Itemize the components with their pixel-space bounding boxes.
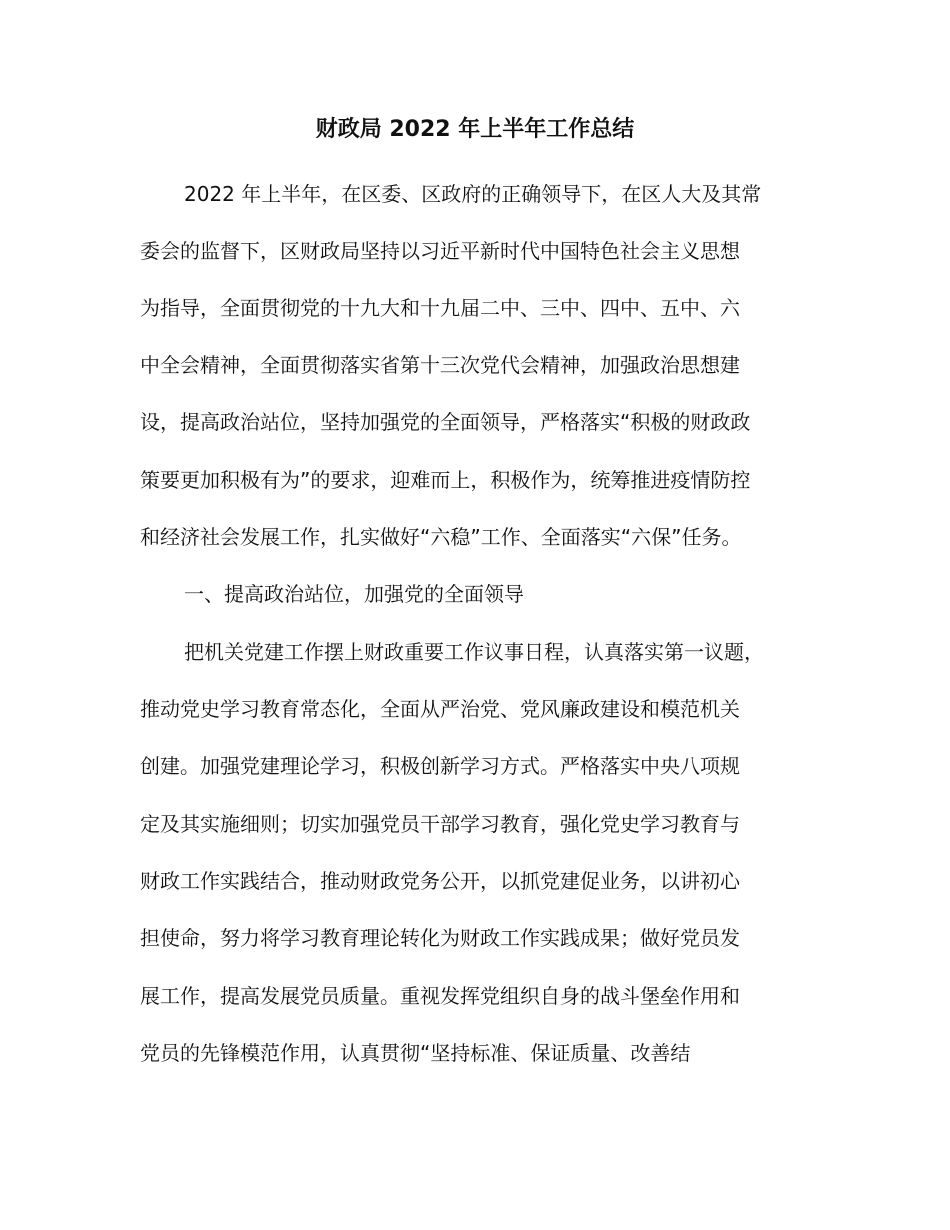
- paragraph-2-line-8: 党员的先锋模范作用，认真贯彻“坚持标准、保证质量、改善结: [140, 1041, 691, 1065]
- paragraph-2-line-4: 定及其实施细则；切实加强党员干部学习教育，强化党史学习教育与: [140, 812, 740, 836]
- paragraph-2-line-6: 担使命，努力将学习教育理论转化为财政工作实践成果；做好党员发: [140, 926, 740, 950]
- document-title: 财政局 2022 年上半年工作总结: [315, 117, 635, 142]
- paragraph-1-line-1: 2022 年上半年，在区委、区政府的正确领导下，在区人大及其常: [184, 182, 762, 206]
- paragraph-2-line-1: 把机关党建工作摆上财政重要工作议事日程，认真落实第一议题，: [184, 640, 764, 664]
- paragraph-2-line-5: 财政工作实践结合，推动财政党务公开，以抓党建促业务，以讲初心: [140, 869, 740, 893]
- paragraph-1-line-6: 策要更加积极有为”的要求，迎难而上，积极作为，统筹推进疫情防控: [140, 468, 751, 492]
- paragraph-2-line-2: 推动党史学习教育常态化，全面从严治党、党风廉政建设和模范机关: [140, 697, 740, 721]
- paragraph-1-line-4: 中全会精神，全面贯彻落实省第十三次党代会精神，加强政治思想建: [140, 353, 740, 377]
- paragraph-2-line-3: 创建。加强党建理论学习，积极创新学习方式。严格落实中央八项规: [140, 754, 740, 778]
- paragraph-2-line-7: 展工作，提高发展党员质量。重视发挥党组织自身的战斗堡垒作用和: [140, 984, 740, 1008]
- paragraph-1-line-7: 和经济社会发展工作，扎实做好“六稳”工作、全面落实“六保”任务。: [140, 525, 742, 549]
- paragraph-1-line-5: 设，提高政治站位，坚持加强党的全面领导，严格落实“积极的财政政: [140, 410, 751, 434]
- paragraph-1-line-3: 为指导，全面贯彻党的十九大和十九届二中、三中、四中、五中、六: [140, 296, 740, 320]
- paragraph-1-line-2: 委会的监督下，区财政局坚持以习近平新时代中国特色社会主义思想: [140, 239, 740, 263]
- section-heading-1: 一、提高政治站位，加强党的全面领导: [184, 582, 524, 606]
